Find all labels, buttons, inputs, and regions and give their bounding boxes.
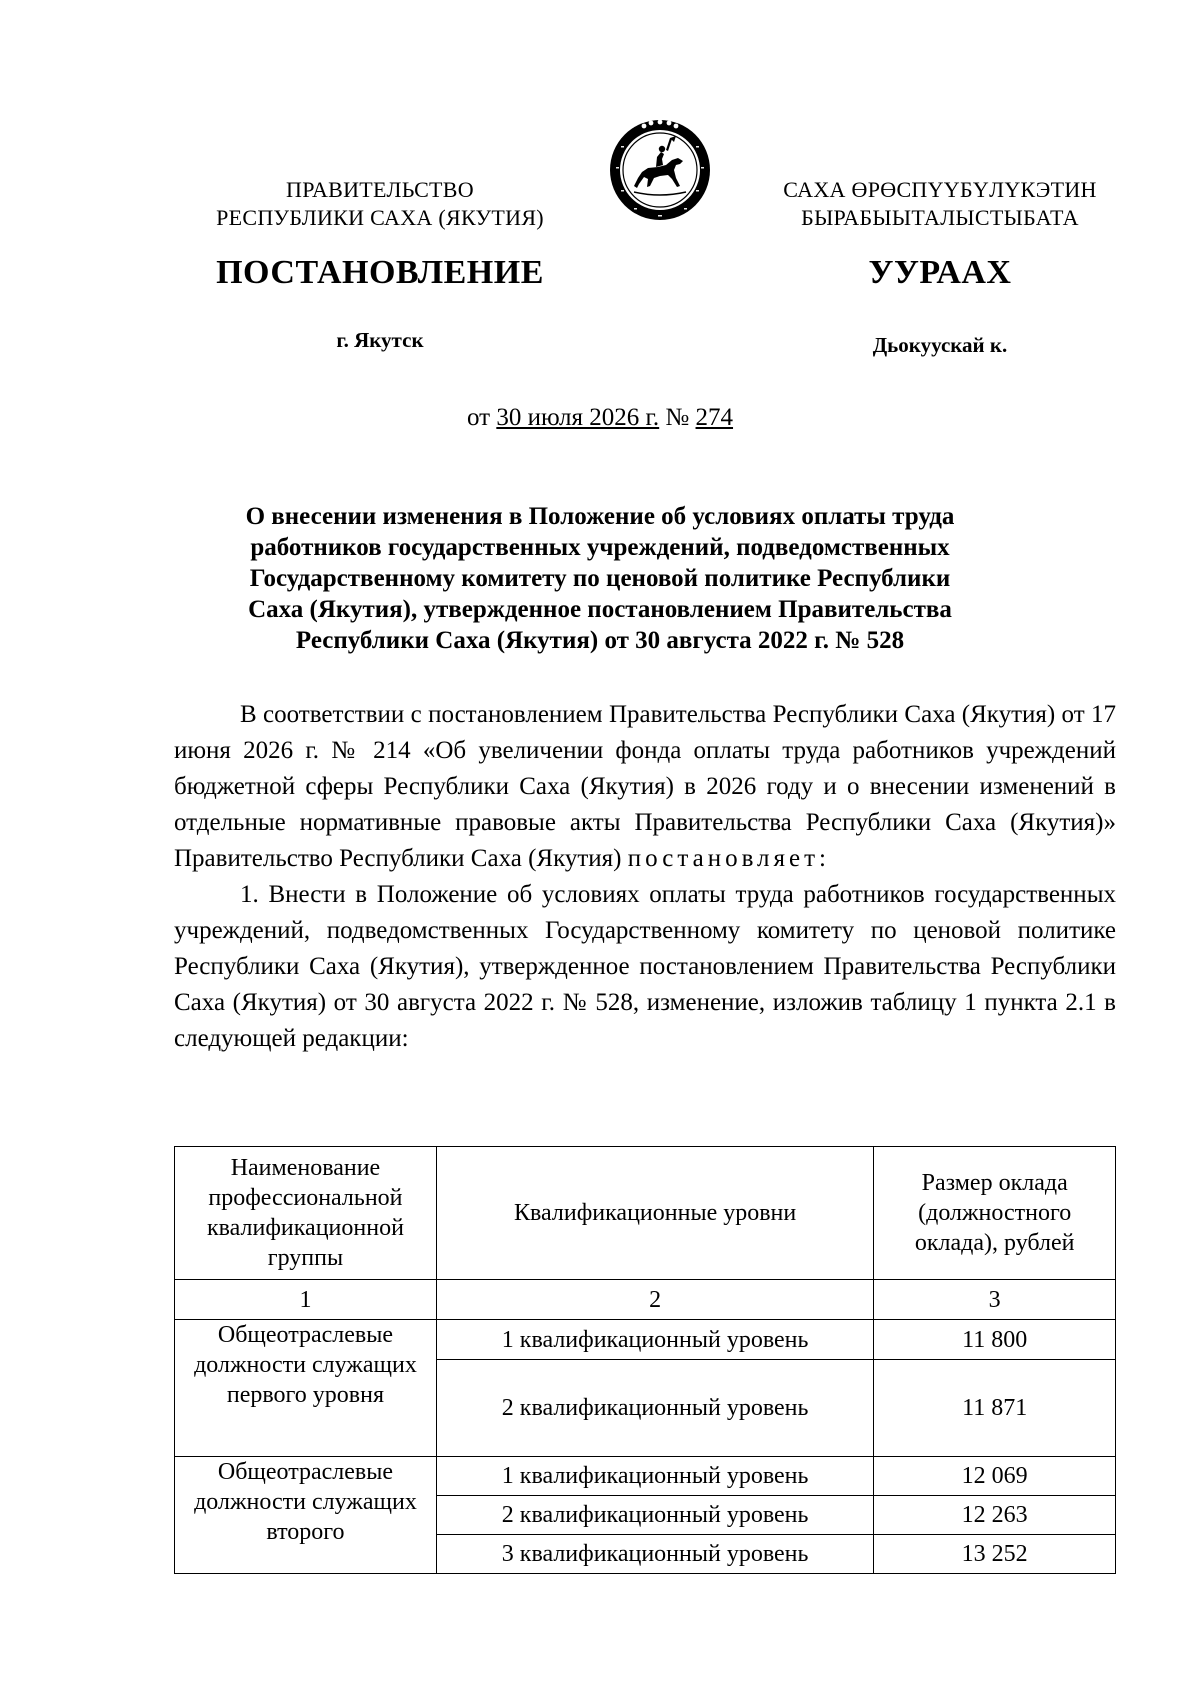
government-name-ru-line1: ПРАВИТЕЛЬСТВО xyxy=(286,177,474,202)
level-cell: 1 квалификационный уровень xyxy=(436,1457,873,1496)
document-body xyxy=(174,697,1116,1057)
preamble-text: В соответствии с постановлением Правительства Республики Саха (Якутия) от 17 июня 2026 г. № 214 «Об увеличении фонда оплаты труда работников учреждений бюджетной сферы Республики Саха (Якутия) в 2026 году и о внесении изменений в отдельные нормативные правовые акты Правительства Республики Саха (Якутия)» Правительство Республики Саха (Якутия) xyxy=(174,701,1116,872)
document-title: О внесении изменения в Положение об условиях оплаты труда работников государственных учреждений, подведомственных Государственному комитету по ценовой политике Республики Саха (Якутия), утвержденное постановлением Правительства Республики Саха (Якутия) от 30 августа 2022 г. № 528 xyxy=(245,503,955,654)
salary-cell: 12 069 xyxy=(874,1457,1116,1496)
level-cell: 3 квалификационный уровень xyxy=(436,1535,873,1574)
government-name-sah-line1: САХА ӨРӨСПҮҮБҮЛҮКЭТИН xyxy=(783,177,1097,202)
level-cell: 2 квалификационный уровень xyxy=(436,1360,873,1457)
coat-of-arms-emblem-icon xyxy=(604,112,716,224)
government-name-ru-line2: РЕСПУБЛИКИ САХА (ЯКУТИЯ) xyxy=(216,205,544,230)
salary-cell: 11 871 xyxy=(874,1360,1116,1457)
group-name-cell: Общеотраслевые должности служащих первого уровня xyxy=(175,1320,437,1457)
table-column-numbers-row xyxy=(175,1280,1116,1320)
document-date-line xyxy=(0,404,1200,432)
place-sah: Дьокуускай к. xyxy=(872,333,1008,357)
salary-cell: 11 800 xyxy=(874,1320,1116,1360)
table-row xyxy=(175,1457,1116,1496)
table-row xyxy=(175,1320,1116,1360)
table-header-cell: Наименование профессиональной квалификационной группы xyxy=(175,1147,437,1280)
government-name-sah xyxy=(740,176,1140,232)
group-name-cell: Общеотраслевые должности служащих второго xyxy=(175,1457,437,1574)
number-sign: № xyxy=(665,404,690,431)
table-header-row xyxy=(175,1147,1116,1280)
column-number: 3 xyxy=(874,1280,1116,1320)
document-type-sah: УУРААХ xyxy=(868,254,1012,291)
salary-table xyxy=(174,1146,1116,1574)
table-header-cell: Размер оклада (должностного оклада), рублей xyxy=(874,1147,1116,1280)
document-number: 274 xyxy=(695,404,734,431)
government-name-ru xyxy=(180,176,580,232)
level-cell: 1 квалификационный уровень xyxy=(436,1320,873,1360)
table-header-cell: Квалификационные уровни xyxy=(436,1147,873,1280)
salary-cell: 13 252 xyxy=(874,1535,1116,1574)
paragraph-preamble xyxy=(174,697,1116,877)
salary-cell: 12 263 xyxy=(874,1496,1116,1535)
date-prefix: от xyxy=(466,404,491,431)
place-ru: г. Якутск xyxy=(336,328,424,352)
government-name-sah-line2: БЫРАБЫЫТАЛЫСТЫБАТА xyxy=(801,205,1079,230)
document-type-ru: ПОСТАНОВЛЕНИЕ xyxy=(216,254,544,291)
column-number: 2 xyxy=(436,1280,873,1320)
document-date: 30 июля 2026 г. xyxy=(496,404,660,431)
level-cell: 2 квалификационный уровень xyxy=(436,1496,873,1535)
column-number: 1 xyxy=(175,1280,437,1320)
decree-word: постановляет: xyxy=(627,845,830,872)
paragraph-item-1: 1. Внести в Положение об условиях оплаты труда работников государственных учреждений, подведомственных Государственному комитету по ценовой политике Республики Саха (Якутия), утвержденное постановлением Правительства Республики Саха (Якутия) от 30 августа 2022 г. № 528, изменение, изложив таблицу 1 пункта 2.1 в следующей редакции: xyxy=(174,881,1116,1052)
